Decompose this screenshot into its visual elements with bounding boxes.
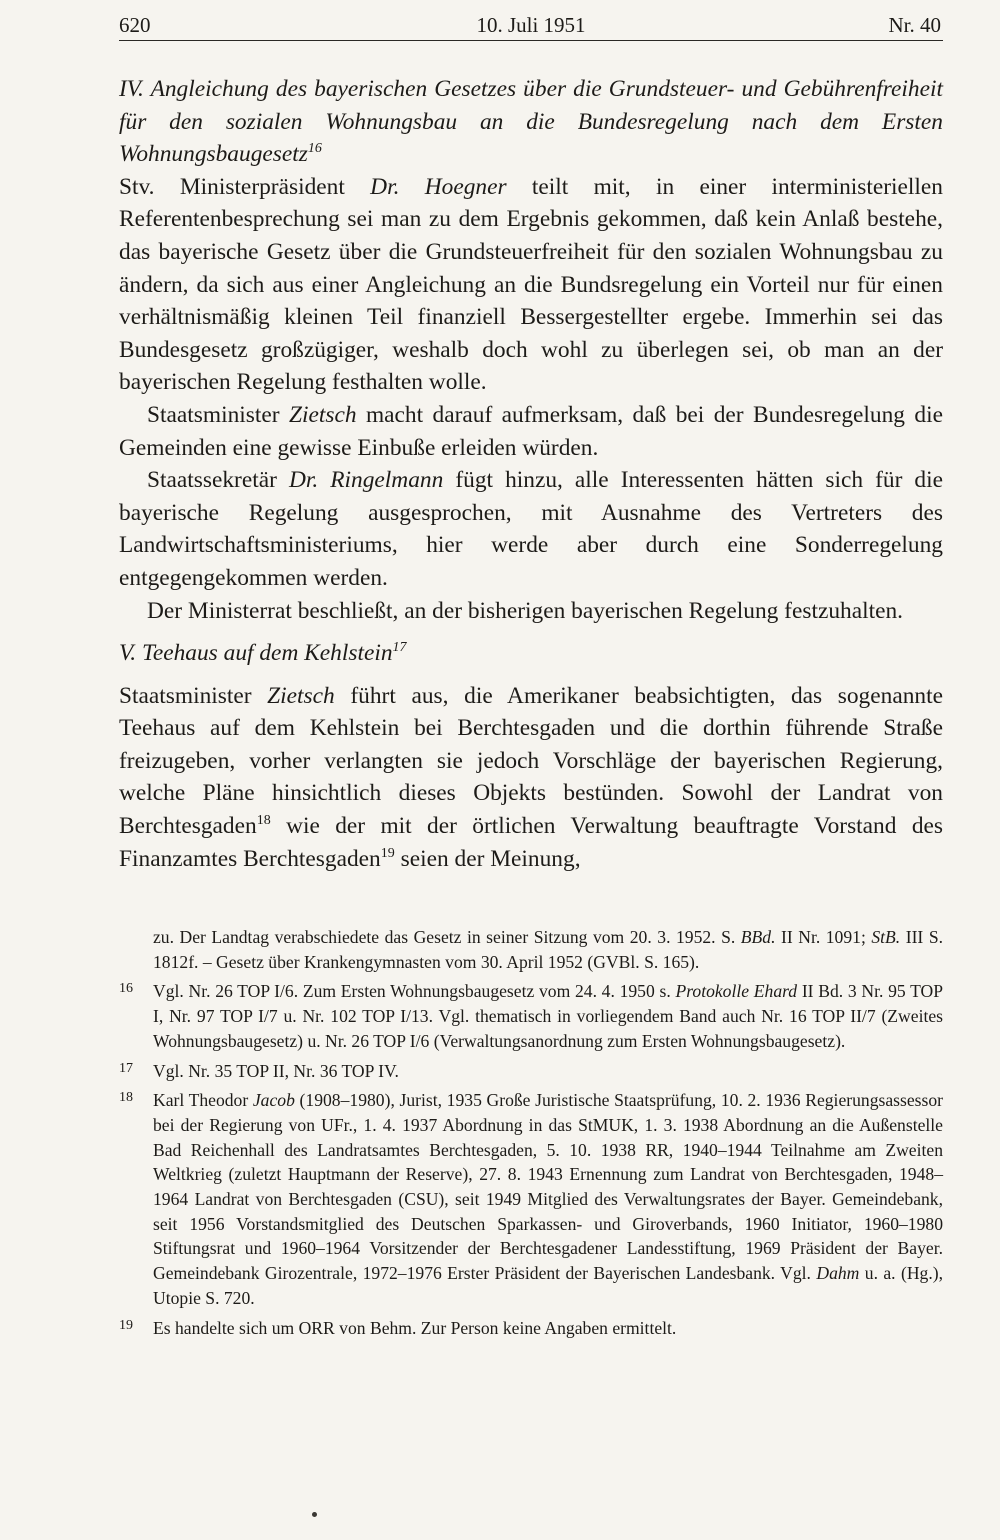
running-header bbox=[119, 6, 943, 41]
paragraph: Staatsminister Zietsch macht darauf aufmerksam, daß bei der Bundesregelung die Gemeinden eine gewisse Einbuße erleiden würden. bbox=[119, 401, 943, 461]
footnote-marker: 19 bbox=[119, 1317, 133, 1333]
print-speck bbox=[312, 1512, 317, 1517]
footnote-19: 19 Es handelte sich um ORR von Behm. Zur Person keine Angaben ermittelt. bbox=[119, 1317, 677, 1338]
footnote-ref-18: 18 bbox=[256, 813, 271, 829]
footnote-marker: 16 bbox=[119, 981, 133, 997]
footnote-marker: 18 bbox=[119, 1090, 133, 1106]
paragraph: Der Ministerrat beschließt, an der bisherigen bayerischen Regelung festzuhalten. bbox=[147, 597, 904, 624]
footnote-16: 16 Vgl. Nr. 26 TOP I/6. Zum Ersten Wohnungsbaugesetz vom 24. 4. 1950 s. Protokolle Ehard II Bd. 3 Nr. 95 TOP I, Nr. 97 TOP I/7 u. Nr. 102 TOP I/13. Vgl. thematisch in vorliegendem Band auch Nr. 16 TOP II/7 (Zweites Wohnungsbaugesetz) u. Nr. 26 TOP I/6 (Verwaltungsanordnung zum Ersten Wohnungsbaugesetz). bbox=[119, 981, 944, 1051]
main-text bbox=[119, 73, 943, 875]
section-heading-iv: IV. Angleichung des bayerischen Gesetzes über die Grundsteuer- und Gebührenfreiheit für den sozialen Wohnungsbau an die Bundesregelung nach dem Ersten Wohnungsbaugesetz$^{16}$ bbox=[119, 76, 943, 168]
footnote-ref-17: 17 bbox=[392, 640, 407, 656]
footnotes bbox=[119, 925, 943, 1345]
footnote-ref-16: 16 bbox=[307, 141, 322, 157]
paragraph: Staatsminister Zietsch führt aus, die Amerikaner beabsichtigten, das sogenannte Teehaus auf dem Kehlstein bei Berchtesgaden und die dorthin führende Straße freizugeben, vorher verlangten sie jedoch Vorschläge der bayerischen Regierung, welche Pläne hinsichtlich dieses Objekts bestünden. Sowohl der Landrat von Berchtesgaden$^{18}$ wie der mit der örtlichen Verwaltung beauftragte Vorstand des Finanzamtes Berchtesgaden$^{19}$ seien der Meinung, bbox=[119, 682, 943, 872]
page-number: 620 bbox=[119, 13, 151, 37]
header-date: 10. Juli 1951 bbox=[476, 13, 586, 37]
issue-number: Nr. 40 bbox=[888, 13, 941, 37]
footnote-continuation: zu. Der Landtag verabschiedete das Gesetz in seiner Sitzung vom 20. 3. 1952. S. BBd. II Nr. 1091; StB. III S. 1812f. – Gesetz über Krankengymnasten vom 30. April 1952 (GVBl. S. 165). bbox=[153, 927, 943, 972]
speaker-name: Dr. Hoegner bbox=[370, 173, 507, 200]
section-heading-v: V. Teehaus auf dem Kehlstein$^{17}$ bbox=[119, 640, 407, 667]
footnote-ref-19: 19 bbox=[380, 845, 395, 861]
paragraph: Stv. Ministerpräsident Dr. Hoegner teilt mit, in einer interministeriellen Referentenbesprechung sei man zu dem Ergebnis gekommen, daß kein Anlaß bestehe, das bayerische Gesetz über die Grundsteuerfreiheit für den sozialen Wohnungsbau zu ändern, da sich aus einer Angleichung an die Bundsregelung ein Vorteil nur für einen verhältnismäßig kleinen Teil finanziell Bessergestellter ergebe. Immerhin sei das Bundesgesetz großzügiger, weshalb doch wohl zu überlegen sei, ob man an der bayerischen Regelung festhalten wolle. bbox=[119, 173, 944, 396]
speaker-name: Zietsch bbox=[267, 682, 335, 709]
footnote-marker: 17 bbox=[119, 1060, 133, 1076]
speaker-name: Dr. Ringelmann bbox=[288, 467, 444, 494]
paragraph: Staatssekretär Dr. Ringelmann fügt hinzu, alle Interessenten hätten sich für die bayerische Regelung ausgesprochen, mit Ausnahme des Vertreters des Landwirtschaftsministeriums, hier werde aber durch eine Sonderregelung entgegengekommen werden. bbox=[119, 467, 943, 591]
footnote-18: 18 Karl Theodor Jacob (1908–1980), Jurist, 1935 Große Juristische Staatsprüfung, 10. 2. 1936 Regierungsassessor bei der Regierung von UFr., 1. 4. 1937 Abordnung in das StMUK, 1. 3. 1938 Abordnung an die Außenstelle Bad Reichenhall des Landratsamtes Berchtesgaden, 5. 10. 1938 RR, 1940–1944 Teilnahme am Zweiten Weltkrieg (zuletzt Hauptmann der Reserve), 27. 8. 1943 Ernennung zum Landrat von Berchtesgaden, 1948–1964 Landrat von Berchtesgaden (CSU), seit 1949 Mitglied des Verwaltungsrates der Bayer. Gemeindebank, seit 1956 Vorstandsmitglied des Deutschen Sparkassen- und Giroverbands, 1960 Initiator, 1960–1980 Stiftungsrat und 1960–1964 Vorsitzender der Berchtesgadener Landesstiftung, 1969 Präsident der Bayer. Gemeindebank Girozentrale, 1972–1976 Erster Präsident der Bayerischen Landesbank. Vgl. Dahm u. a. (Hg.), Utopie S. 720. bbox=[119, 1090, 944, 1308]
footnote-17: 17 Vgl. Nr. 35 TOP II, Nr. 36 TOP IV. bbox=[119, 1060, 399, 1081]
speaker-name: Zietsch bbox=[288, 401, 357, 428]
